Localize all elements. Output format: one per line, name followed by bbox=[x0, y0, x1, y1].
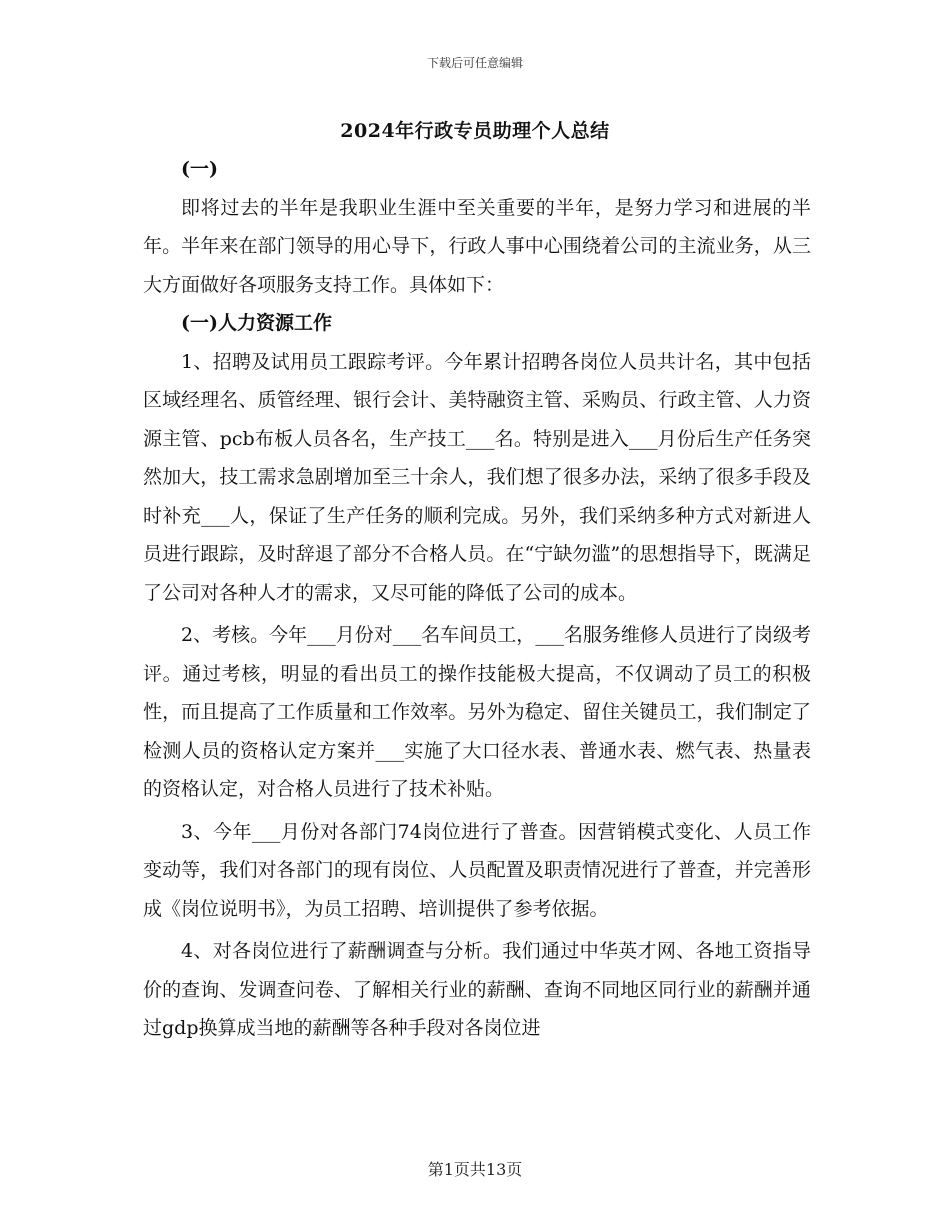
header-note: 下载后可任意编辑 bbox=[426, 56, 523, 70]
paragraph-item-4: 4、对各岗位进行了薪酬调查与分析。我们通过中华英才网、各地工资指导价的查询、发调查问卷、了解相关行业的薪酬、查询不同地区同行业的薪酬并通过gdp换算成当地的薪酬等各种手段对各岗位进 bbox=[143, 940, 811, 1039]
paragraph-item-1: 1、招聘及试用员工跟踪考评。今年累计招聘各岗位人员共计名，其中包括区域经理名、质管经理、银行会计、美特融资主管、采购员、行政主管、人力资源主管、pcb布板人员各名，生产技工___名。特别是进入___月份后生产任务突然加大，技工需求急剧增加至三十余人，我们想了很多办法，采纳了很多手段及时补充___人，保证了生产任务的顺利完成。另外，我们采纳多种方式对新进人员进行跟踪，及时辞退了部分不合格人员。在“宁缺勿滥”的思想指导下，既满足了公司对各种人才的需求，又尽可能的降低了公司的成本。 bbox=[143, 350, 811, 604]
document-title: 2024年行政专员助理个人总结 bbox=[340, 120, 610, 142]
hr-section-heading: (一)人力资源工作 bbox=[181, 312, 332, 334]
document-body bbox=[143, 150, 811, 1048]
intro-paragraph: 即将过去的半年是我职业生涯中至关重要的半年，是努力学习和进展的半年。半年来在部门领导的用心导下，行政人事中心围绕着公司的主流业务，从三大方面做好各项服务支持工作。具体如下： bbox=[143, 196, 811, 296]
paragraph-item-2: 2、考核。今年___月份对___名车间员工，___名服务维修人员进行了岗级考评。通过考核，明显的看出员工的操作技能极大提高，不仅调动了员工的积极性，而且提高了工作质量和工作效率。另外为稳定、留住关键员工，我们制定了检测人员的资格认定方案并___实施了大口径水表、普通水表、燃气表、热量表的资格认定，对合格人员进行了技术补贴。 bbox=[143, 624, 811, 800]
section-label: (一) bbox=[181, 158, 218, 180]
paragraph-item-3: 3、今年___月份对各部门74岗位进行了普查。因营销模式变化、人员工作变动等，我们对各部门的现有岗位、人员配置及职责情况进行了普查，并完善形成《岗位说明书》，为员工招聘、培训提供了参考依据。 bbox=[143, 820, 811, 920]
page-footer: 第1页共13页 bbox=[427, 1160, 523, 1179]
